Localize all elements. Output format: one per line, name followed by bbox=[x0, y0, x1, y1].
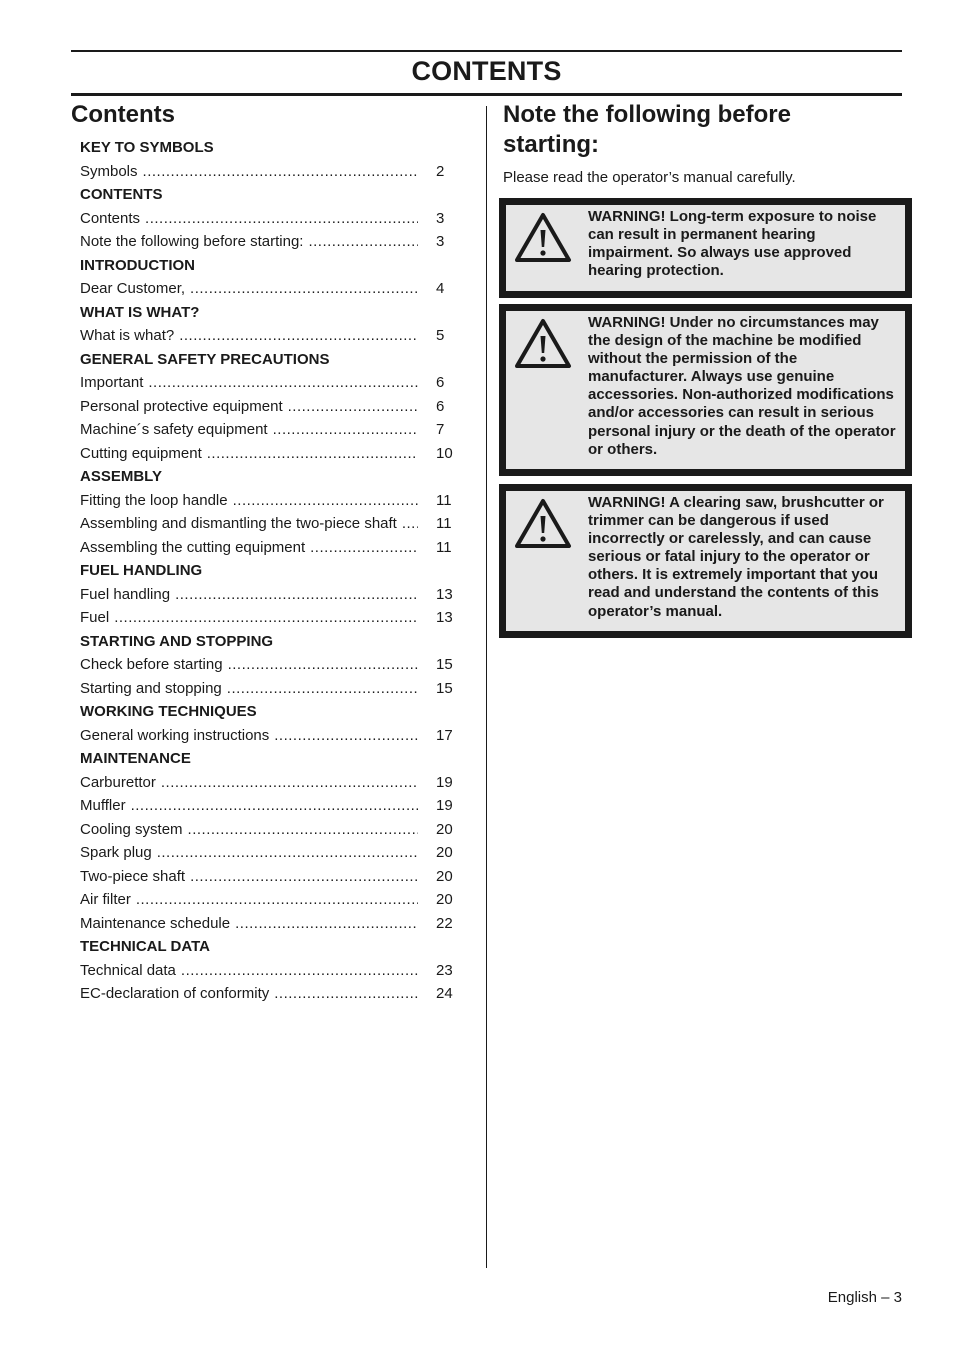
toc-entry-label: What is what? bbox=[80, 327, 175, 344]
contents-heading: Contents bbox=[71, 101, 175, 128]
toc-group-title: KEY TO SYMBOLS bbox=[80, 139, 214, 156]
toc-page-cell bbox=[422, 794, 458, 818]
toc-page-cell bbox=[422, 841, 458, 865]
toc-entry-label: Muffler bbox=[80, 797, 126, 814]
toc-group-title: MAINTENANCE bbox=[80, 750, 191, 767]
warning-text: WARNING! A clearing saw, brushcutter or trimmer can be dangerous if used incorrectly or carelessly, and can cause serious or fatal injury to the operator or others. It is extremely important that you read and understand the contents of this operator’s manual. bbox=[588, 494, 884, 620]
toc-entry-label: Assembling and dismantling the two-piece shaft bbox=[80, 515, 397, 532]
toc-entry-label: Important bbox=[80, 374, 144, 391]
toc-entry bbox=[80, 418, 458, 442]
toc-entry-page: 15 bbox=[436, 679, 453, 697]
toc-dot-leader bbox=[175, 583, 418, 607]
toc-dot-leader bbox=[181, 959, 418, 983]
toc-entry bbox=[80, 536, 458, 560]
toc-entry-label: Assembling the cutting equipment bbox=[80, 538, 306, 556]
warning-box-modification bbox=[499, 304, 912, 476]
toc-entry bbox=[80, 912, 458, 936]
toc-dot-leader bbox=[190, 277, 418, 301]
toc-page-cell bbox=[422, 818, 458, 842]
toc-entry-label: Personal protective equipment bbox=[80, 397, 283, 415]
toc-page-cell bbox=[422, 230, 458, 254]
toc-entry-page: 2 bbox=[436, 162, 445, 180]
table-of-contents bbox=[80, 136, 458, 1006]
toc-entry-page: 11 bbox=[436, 491, 452, 509]
toc-group-title: STARTING AND STOPPING bbox=[80, 632, 274, 650]
toc-entry-page: 15 bbox=[436, 656, 453, 673]
toc-dot-leader bbox=[157, 841, 418, 865]
toc-entry-page: 13 bbox=[436, 609, 453, 626]
toc-entry bbox=[80, 324, 458, 348]
toc-entry-label: Note the following before starting: bbox=[80, 233, 304, 250]
toc-page-cell bbox=[422, 207, 458, 231]
toc-page-cell bbox=[422, 489, 458, 513]
toc-entry-label: Two-piece shaft bbox=[80, 867, 186, 885]
toc-dot-leader bbox=[131, 794, 418, 818]
toc-entry bbox=[80, 794, 458, 818]
toc-dot-leader bbox=[235, 912, 418, 936]
toc-entry-page: 22 bbox=[436, 914, 453, 932]
toc-entry bbox=[80, 489, 458, 513]
toc-entry-label: Maintenance schedule bbox=[80, 914, 231, 932]
toc-dot-leader bbox=[288, 395, 418, 419]
toc-entry bbox=[80, 230, 458, 254]
toc-group-title: INTRODUCTION bbox=[80, 256, 195, 274]
note-heading: Note the following before starting: bbox=[503, 101, 791, 158]
toc-dot-leader bbox=[308, 230, 418, 254]
toc-page-cell bbox=[422, 277, 458, 301]
toc-page-cell bbox=[422, 395, 458, 419]
toc-entry-page: 4 bbox=[436, 280, 445, 297]
toc-entry-label: Symbols bbox=[80, 162, 138, 180]
toc-entry-label: Fuel handling bbox=[80, 585, 171, 603]
toc-dot-leader bbox=[179, 324, 418, 348]
toc-entry-label: Cooling system bbox=[80, 820, 183, 838]
toc-dot-leader bbox=[136, 888, 418, 912]
page-title: CONTENTS bbox=[411, 56, 562, 86]
toc-entry bbox=[80, 371, 458, 395]
toc-page-cell bbox=[422, 912, 458, 936]
toc-entry bbox=[80, 841, 458, 865]
toc-page-cell bbox=[422, 442, 458, 466]
toc-group-title: ASSEMBLY bbox=[80, 468, 162, 485]
toc-dot-leader bbox=[310, 536, 418, 560]
toc-dot-leader bbox=[207, 442, 418, 466]
toc-entry-label: Fuel bbox=[80, 609, 110, 626]
toc-entry-page: 11 bbox=[436, 515, 452, 532]
toc-page-cell bbox=[422, 771, 458, 795]
toc-dot-leader bbox=[233, 489, 418, 513]
toc-entry-page: 24 bbox=[436, 985, 453, 1002]
warning-text: WARNING! Long-term exposure to noise can result in permanent hearing impairment. So always use approved hearing protection. bbox=[588, 208, 877, 280]
toc-entry-label: Dear Customer, bbox=[80, 280, 186, 297]
toc-group-title: GENERAL SAFETY PRECAUTIONS bbox=[80, 350, 330, 368]
toc-page-cell bbox=[422, 865, 458, 889]
toc-dot-leader bbox=[274, 982, 418, 1006]
toc-entry-page: 6 bbox=[436, 374, 445, 391]
toc-page-cell bbox=[422, 160, 458, 184]
toc-dot-leader bbox=[145, 207, 418, 231]
toc-page-cell bbox=[422, 512, 458, 536]
toc-dot-leader bbox=[188, 818, 418, 842]
toc-dot-leader bbox=[227, 677, 418, 701]
toc-dot-leader bbox=[228, 653, 418, 677]
toc-dot-leader bbox=[402, 512, 418, 536]
toc-entry bbox=[80, 959, 458, 983]
toc-dot-leader bbox=[143, 160, 418, 184]
toc-entry-page: 19 bbox=[436, 797, 453, 814]
toc-entry bbox=[80, 395, 458, 419]
toc-entry bbox=[80, 512, 458, 536]
toc-page-cell bbox=[422, 371, 458, 395]
toc-page-cell bbox=[422, 959, 458, 983]
toc-entry-label: Contents bbox=[80, 209, 141, 227]
toc-entry-page: 3 bbox=[436, 233, 445, 250]
toc-page-cell bbox=[422, 324, 458, 348]
toc-dot-leader bbox=[190, 865, 418, 889]
toc-page-cell bbox=[422, 888, 458, 912]
toc-page-cell bbox=[422, 583, 458, 607]
toc-entry-label: Spark plug bbox=[80, 844, 152, 861]
contents-column bbox=[71, 98, 466, 1006]
toc-entry-page: 5 bbox=[436, 327, 445, 344]
toc-entry-page: 20 bbox=[436, 891, 453, 908]
toc-entry bbox=[80, 160, 458, 184]
toc-entry bbox=[80, 677, 458, 701]
toc-entry bbox=[80, 818, 458, 842]
warning-triangle-icon bbox=[513, 496, 573, 552]
toc-entry-label: Carburettor bbox=[80, 773, 156, 791]
warning-box-noise bbox=[499, 198, 912, 298]
toc-entry bbox=[80, 442, 458, 466]
toc-dot-leader bbox=[161, 771, 418, 795]
toc-dot-leader bbox=[274, 724, 418, 748]
toc-entry bbox=[80, 653, 458, 677]
column-divider bbox=[486, 106, 487, 1268]
toc-entry-page: 20 bbox=[436, 844, 453, 861]
toc-entry bbox=[80, 277, 458, 301]
toc-entry-label: Cutting equipment bbox=[80, 444, 202, 462]
toc-entry-page: 6 bbox=[436, 397, 445, 415]
note-intro: Please read the operator’s manual carefully. bbox=[503, 169, 796, 186]
header-top-rule bbox=[71, 50, 902, 52]
toc-group-title: FUEL HANDLING bbox=[80, 562, 203, 579]
toc-entry-label: Technical data bbox=[80, 961, 176, 979]
toc-entry-page: 17 bbox=[436, 726, 453, 744]
toc-entry-page: 7 bbox=[436, 421, 445, 438]
toc-entry bbox=[80, 583, 458, 607]
toc-entry-page: 3 bbox=[436, 209, 445, 227]
toc-entry-label: EC-declaration of conformity bbox=[80, 985, 270, 1002]
warning-box-danger bbox=[499, 484, 912, 638]
header-bottom-rule bbox=[71, 93, 902, 96]
toc-page-cell bbox=[422, 653, 458, 677]
page-footer: English – 3 bbox=[827, 1289, 902, 1306]
toc-group-title: CONTENTS bbox=[80, 186, 163, 203]
toc-entry-label: Fitting the loop handle bbox=[80, 491, 228, 509]
toc-entry bbox=[80, 606, 458, 630]
toc-page-cell bbox=[422, 724, 458, 748]
toc-entry-page: 10 bbox=[436, 444, 453, 462]
toc-entry-page: 19 bbox=[436, 773, 453, 791]
toc-entry bbox=[80, 982, 458, 1006]
toc-entry-page: 11 bbox=[436, 538, 452, 556]
toc-dot-leader bbox=[114, 606, 418, 630]
toc-entry-page: 20 bbox=[436, 820, 453, 838]
toc-group-title: TECHNICAL DATA bbox=[80, 938, 210, 955]
toc-entry-label: Check before starting bbox=[80, 656, 223, 673]
toc-entry bbox=[80, 207, 458, 231]
toc-entry bbox=[80, 771, 458, 795]
toc-entry-page: 13 bbox=[436, 585, 453, 603]
warning-text: WARNING! Under no circumstances may the design of the machine be modified without the permission of the manufacturer. Always use genuine accessories. Non-authorized modifications and/or accessories can result in serious personal injury or the death of the operator or others. bbox=[588, 314, 896, 458]
toc-entry-page: 23 bbox=[436, 961, 453, 979]
toc-dot-leader bbox=[148, 371, 418, 395]
note-column bbox=[503, 98, 913, 198]
toc-entry-page: 20 bbox=[436, 867, 453, 885]
toc-entry-label: Air filter bbox=[80, 891, 131, 908]
toc-entry-label: Machine´s safety equipment bbox=[80, 421, 268, 438]
toc-entry-label: Starting and stopping bbox=[80, 679, 222, 697]
toc-group-title: WORKING TECHNIQUES bbox=[80, 703, 257, 720]
toc-entry bbox=[80, 724, 458, 748]
toc-entry bbox=[80, 888, 458, 912]
toc-page-cell bbox=[422, 606, 458, 630]
toc-group-title: WHAT IS WHAT? bbox=[80, 303, 200, 321]
toc-dot-leader bbox=[273, 418, 418, 442]
toc-page-cell bbox=[422, 536, 458, 560]
toc-entry-label: General working instructions bbox=[80, 726, 270, 744]
warning-triangle-icon bbox=[513, 316, 573, 372]
toc-page-cell bbox=[422, 418, 458, 442]
toc-page-cell bbox=[422, 982, 458, 1006]
toc-entry bbox=[80, 865, 458, 889]
toc-page-cell bbox=[422, 677, 458, 701]
warning-triangle-icon bbox=[513, 210, 573, 266]
